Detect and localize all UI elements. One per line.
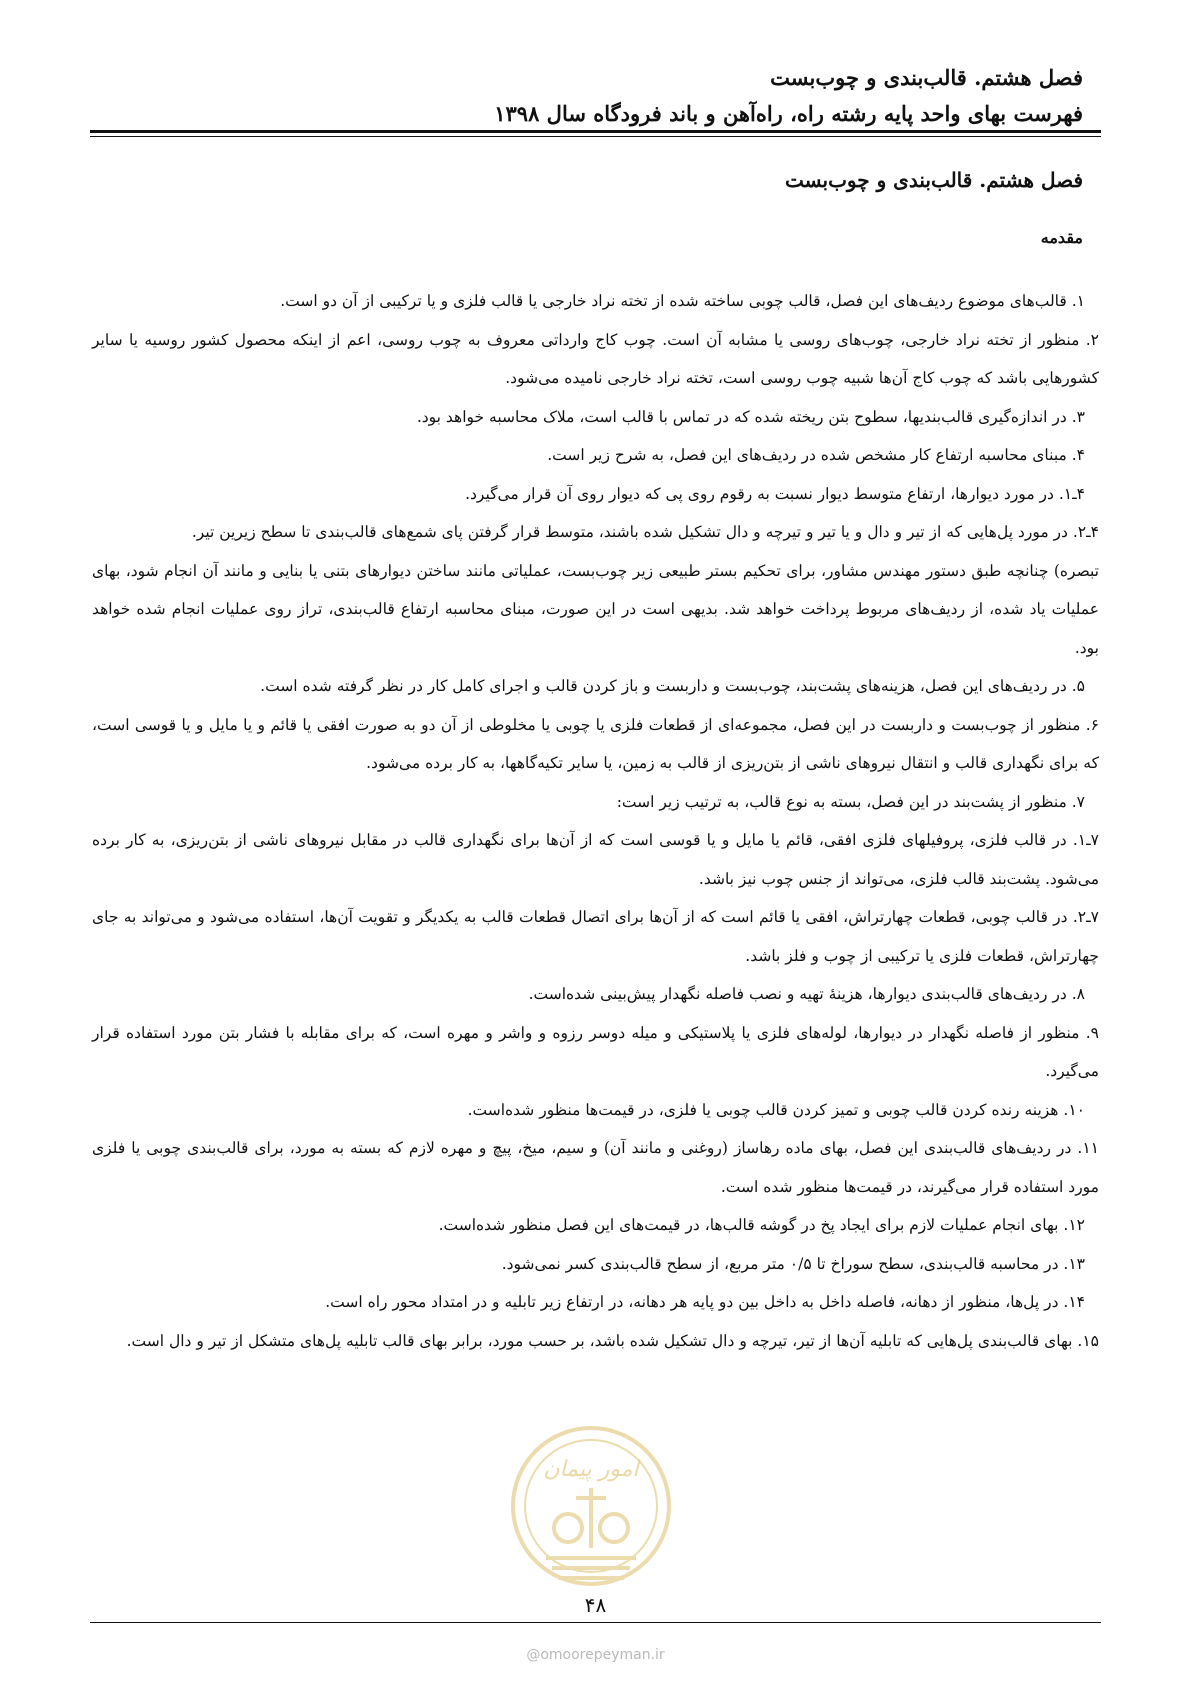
paragraph: تبصره) چنانچه طبق دستور مهندس مشاور، برای تحکیم بستر طبیعی زیر چوب‌بست، عملیاتی مانند ساختن دیوارهای بتنی یا بنایی و مانند آن انجام شود، بهای عملیات یاد شده، از ردیف‌های مربوط پرداخت خواهد شد. بدیهی است در این صورت، مبنای محاسبه ارتفاع قالب‌بندی، تراز روی عملیات انجام شده خواهد بود. — [92, 561, 1099, 657]
footer-rule — [90, 1622, 1101, 1623]
page-number: ۴۸ — [584, 1593, 607, 1617]
paragraph: ۳. در اندازه‌گیری قالب‌بندیها، سطوح بتن ریخته شده که در تماس با قالب است، ملاک محاسبه خواهد بود. — [416, 407, 1085, 426]
header-price-list-title: فهرست بهای واحد پایه رشته راه، راه‌آهن و باند فرودگاه سال ۱۳۹۸ — [494, 101, 1083, 126]
paragraph: ۱۵. بهای قالب‌بندی پل‌هایی که تابلیه آن‌ها از تیر، تیرچه و دال تشکیل شده باشد، بر حسب مورد، برابر بهای قالب تابلیه پل‌های متشکل از تیر و دال است. — [126, 1331, 1099, 1350]
header-rule-thick — [90, 130, 1101, 133]
site-watermark: @omoorepeyman.ir — [526, 1647, 665, 1663]
paragraph: ۱. قالب‌های موضوع ردیف‌های این فصل، قالب چوبی ساخته شده از تخته نراد خارجی یا قالب فلزی و یا ترکیبی از آن دو است. — [280, 292, 1085, 310]
header-rule-thin — [90, 136, 1101, 137]
watermark-lettering: امور پیمان — [543, 1457, 639, 1482]
paragraph: ۴. مبنای محاسبه ارتفاع کار مشخص شده در ردیف‌های این فصل، به شرح زیر است. — [547, 446, 1085, 464]
paragraph: ۱۲. بهای انجام عملیات لازم برای ایجاد پخ در گوشه قالب‌ها، در قیمت‌های این فصل منظور شده‌است. — [438, 1216, 1085, 1234]
paragraph: ۷ـ۲. در قالب چوبی، قطعات چهارتراش، افقی یا قائم است که از آن‌ها برای اتصال قطعات قالب به یکدیگر و تقویت آن‌ها، استفاده می‌شود و می‌تواند به جای چهارتراش، قطعات فلزی یا ترکیبی از چوب و فلز باشد. — [92, 908, 1099, 965]
watermark-seal-icon — [506, 1418, 676, 1593]
paragraph: ۹. منظور از فاصله نگهدار در دیوارها، لوله‌های فلزی یا پلاستیکی و میله دوسر رزوه و واشر و مهره است، که برای مقابله با فشار بتن مورد استفاده قرار می‌گیرد. — [92, 1023, 1099, 1080]
paragraph: ۱۱. در ردیف‌های قالب‌بندی این فصل، بهای ماده رهاساز (روغنی و مانند آن) و سیم، میخ، پیچ و مهره لازم که بسته به مورد، برای قالب‌بندی چوبی یا فلزی مورد استفاده قرار می‌گیرند، در قیمت‌ها منظور شده است. — [92, 1139, 1099, 1196]
section-title: فصل هشتم. قالب‌بندی و چوب‌بست — [785, 168, 1083, 192]
paragraph: ۷ـ۱. در قالب فلزی، پروفیلهای فلزی افقی، قائم یا مایل و یا قوسی است که از آن‌ها برای نگهداری قالب در مقابل نیروهای ناشی از بتن‌ریزی، به کار برده می‌شود. پشت‌بند قالب فلزی، می‌تواند از جنس چوب نیز باشد. — [92, 831, 1099, 888]
paragraph: ۴ـ۱. در مورد دیوارها، ارتفاع متوسط دیوار نسبت به رقوم روی پی که دیوار روی آن قرار می‌گیرد. — [465, 484, 1085, 503]
running-header — [92, 60, 1083, 132]
body-text — [92, 282, 1099, 1360]
paragraph: ۲. منظور از تخته نراد خارجی، چوب‌های روسی یا مشابه آن است. چوب کاج وارداتی معروف به چوب روسی، اعم از اینکه محصول کشور روسیه یا سایر کشورهایی باشد که چوب کاج آن‌ها شبیه چوب روسی است، تخته نراد خارجی نامیده می‌شود. — [92, 330, 1099, 387]
paragraph: ۵. در ردیف‌های این فصل، هزینه‌های پشت‌بند، چوب‌بست و داربست و باز کردن قالب و اجرای کامل کار در نظر گرفته شده است. — [260, 677, 1085, 695]
section-subtitle: مقدمه — [1040, 228, 1083, 247]
paragraph: ۸. در ردیف‌های قالب‌بندی دیوارها، هزینهٔ تهیه و نصب فاصله نگهدار پیش‌بینی شده‌است. — [528, 985, 1085, 1003]
paragraph: ۱۰. هزینه رنده کردن قالب چوبی و تمیز کردن قالب چوبی یا فلزی، در قیمت‌ها منظور شده‌است. — [467, 1100, 1085, 1119]
paragraph: ۷. منظور از پشت‌بند در این فصل، بسته به نوع قالب، به ترتیب زیر است: — [616, 792, 1085, 811]
paragraph: ۶. منظور از چوب‌بست و داربست در این فصل، مجموعه‌ای از قطعات فلزی یا چوبی یا مخلوطی از آن دو به صورت افقی یا قائم و یا مایل و یا قوسی است، که برای نگهداری قالب و انتقال نیروهای ناشی از بتن‌ریزی از قالب به زمین، یا سایر تکیه‌گاهها، به کار برده می‌شود. — [92, 715, 1099, 772]
paragraph: ۴ـ۲. در مورد پل‌هایی که از تیر و دال و یا تیر و تیرچه و دال تشکیل شده باشند، متوسط قرار گرفتن پای شمع‌های قالب‌بندی تا سطح زیرین تیر. — [191, 523, 1099, 541]
paragraph: ۱۳. در محاسبه قالب‌بندی، سطح سوراخ تا ۰/۵ متر مربع، از سطح قالب‌بندی کسر نمی‌شود. — [501, 1254, 1085, 1273]
paragraph: ۱۴. در پل‌ها، منظور از دهانه، فاصله داخل به داخل بین دو پایه هر دهانه، در ارتفاع زیر تابلیه و در امتداد محور راه است. — [325, 1293, 1085, 1311]
header-chapter-title: فصل هشتم. قالب‌بندی و چوب‌بست — [770, 65, 1083, 90]
